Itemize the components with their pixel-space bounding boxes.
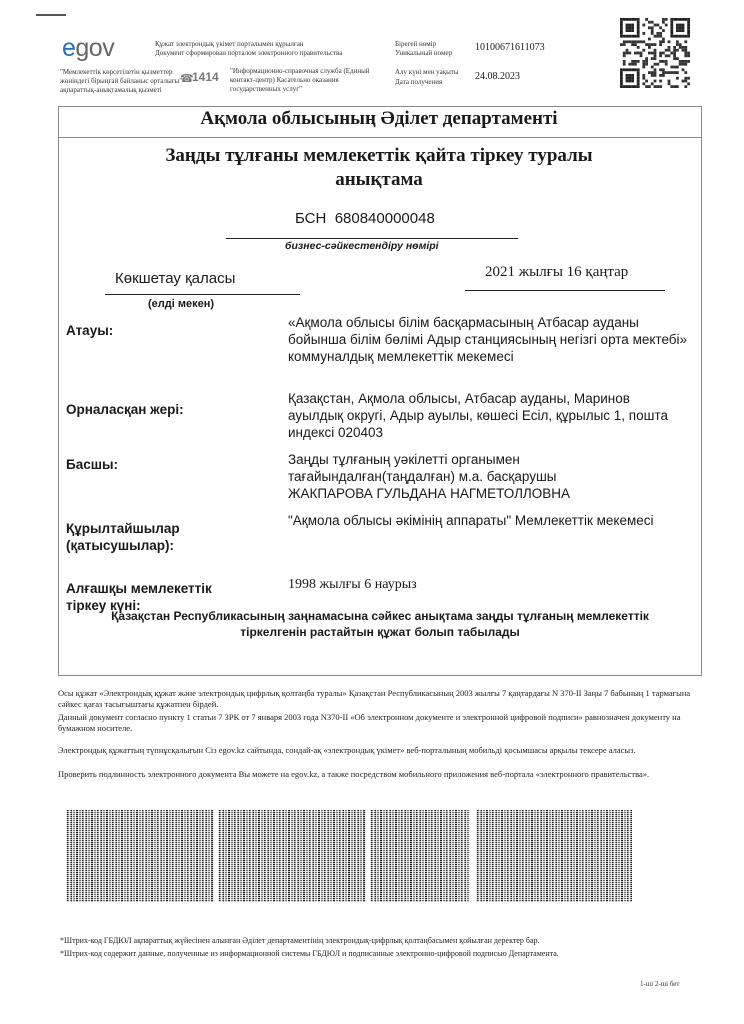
qr-code-graphic — [620, 18, 690, 88]
certificate-title-line1: Заңды тұлғаны мемлекеттік қайта тіркеу туралы — [165, 145, 593, 166]
legal-note-kk: Осы құжат «Электрондық құжат және электрондық цифрлық қолтаңба туралы» Қазақстан Республикасының 2003 жылғы 7 қаңтардағы N 370-II Заңы 7 бабының 1 тармағына сәйкес қағаз тасығыштағы құжатпен бірдей. — [58, 688, 691, 709]
city-underline — [105, 294, 300, 295]
portal-caption-ru: Документ сформирован порталом электронного правительства — [155, 49, 343, 57]
first-registration-label: Алғашқы мемлекеттік тіркеу күні: — [66, 581, 212, 613]
date-underline — [465, 290, 665, 291]
date-label-kk: Алу күні мен уақыты — [395, 68, 459, 76]
head-name: ЖАКПАРОВА ГУЛЬДАНА НАГМЕТОЛЛОВНА — [288, 486, 571, 501]
barcode-note-kk: *Штрих-код ГБДЮЛ ақпараттық жүйесінен алынған Әділет департаментінің электрондық-цифрлық қолтаңбасымен қойылған деректер бар. — [60, 936, 540, 945]
head-label: Басшы: — [66, 457, 118, 472]
portal-caption-kk: Құжат электрондық үкімет порталымен құрылған — [155, 40, 304, 48]
head-position: Заңды тұлғаның уәкілетті органымен тағайындалған(таңдалған) м.а. басқарушы — [288, 452, 557, 484]
unique-number-value: 10100671611073 — [475, 42, 545, 53]
phone-number: 1414 — [192, 70, 219, 84]
bsn-label: БСН — [295, 210, 327, 227]
barcode-1 — [66, 810, 214, 902]
address-label: Орналасқан жері: — [66, 402, 184, 417]
name-value: «Ақмола облысы білім басқармасының Атбасар ауданы бойынша білім бөлімі Адыр станциясының негізгі орта мектебі» коммуналдық мемлекеттік мекемесі — [288, 315, 688, 364]
service-caption-ru: "Информационно-справочная служба (Единый контакт-центр) Касательно оказания государственных услуг" — [230, 67, 370, 93]
legal-statement: Қазақстан Республикасының заңнамасына сәйкес анықтама заңды тұлғаның мемлекеттік тіркелгенін растайтын құжат болып табылады — [111, 609, 649, 639]
bsn-value: 680840000048 — [334, 210, 435, 227]
egov-logo-e: e — [62, 34, 76, 62]
address-value: Қазақстан, Ақмола облысы, Атбасар ауданы, Маринов ауылдық округі, Адыр ауылы, көшесі Есіл, құрылыс 1, пошта индексі 020403 — [288, 391, 668, 440]
bsn-caption: бизнес-сәйкестендіру нөмірі — [285, 240, 439, 252]
unique-number-label-ru: Уникальный номер — [395, 49, 453, 57]
founders-label: Құрылтайшылар (қатысушылар): — [66, 521, 180, 553]
verify-note-kk: Электрондық құжаттың түпнұсқалығын Сіз egov.kz сайтында, сондай-ақ «электрондық үкімет» веб-порталының мобильді қосымшасы арқылы тексере аласыз. — [58, 745, 636, 755]
city-value: Көкшетау қаласы — [115, 270, 236, 287]
date-value: 24.08.2023 — [475, 71, 520, 82]
department-title: Ақмола облысының Әділет департаменті — [200, 108, 558, 129]
qr-code — [620, 18, 690, 88]
frame-divider — [59, 137, 701, 138]
phone-icon: ☎ — [180, 73, 194, 85]
first-registration-value: 1998 жылғы 6 наурыз — [288, 577, 417, 592]
city-caption: (елді мекен) — [148, 298, 215, 310]
legal-note-ru: Данный документ согласно пункту 1 статьи 7 ЗРК от 7 января 2003 года N370-II «Об электронном документе и электронной цифровой подписи» равнозначен документу на бумажном носителе. — [58, 712, 681, 733]
barcode-4 — [476, 810, 632, 902]
bsn-line — [295, 210, 435, 227]
egov-logo-gov: gov — [75, 34, 115, 62]
date-label-ru: Дата получения — [395, 78, 443, 86]
egov-logo — [62, 34, 114, 63]
barcode-3 — [370, 810, 470, 902]
barcode-2 — [218, 810, 366, 902]
name-label: Атауы: — [66, 323, 114, 338]
contact-center-caption: "Мемлекеттік көрсетілетін қызметтер жөніндегі бірыңғай байланыс орталығы" ақпараттық-анықтамалық қызметі — [60, 68, 183, 94]
certificate-title-line2: анықтама — [335, 169, 423, 190]
registration-date: 2021 жылғы 16 қаңтар — [485, 264, 629, 280]
corner-mark — [36, 14, 66, 16]
page-number: 1-ші 2-ші бет — [640, 980, 680, 988]
bsn-underline — [226, 238, 518, 239]
founders-value: "Ақмола облысы әкімінің аппараты" Мемлекеттік мекемесі — [288, 513, 654, 528]
verify-note-ru: Проверить подлинность электронного документа Вы можете на egov.kz, а также посредством мобильного приложения веб-портала «электронного правительства». — [58, 769, 650, 779]
barcode-note-ru: *Штрих-код содержит данные, полученные из информационной системы ГБДЮЛ и подписанные электронно-цифровой подписью Департамента. — [60, 949, 559, 958]
unique-number-label-kk: Бірегей нөмір — [395, 40, 437, 48]
